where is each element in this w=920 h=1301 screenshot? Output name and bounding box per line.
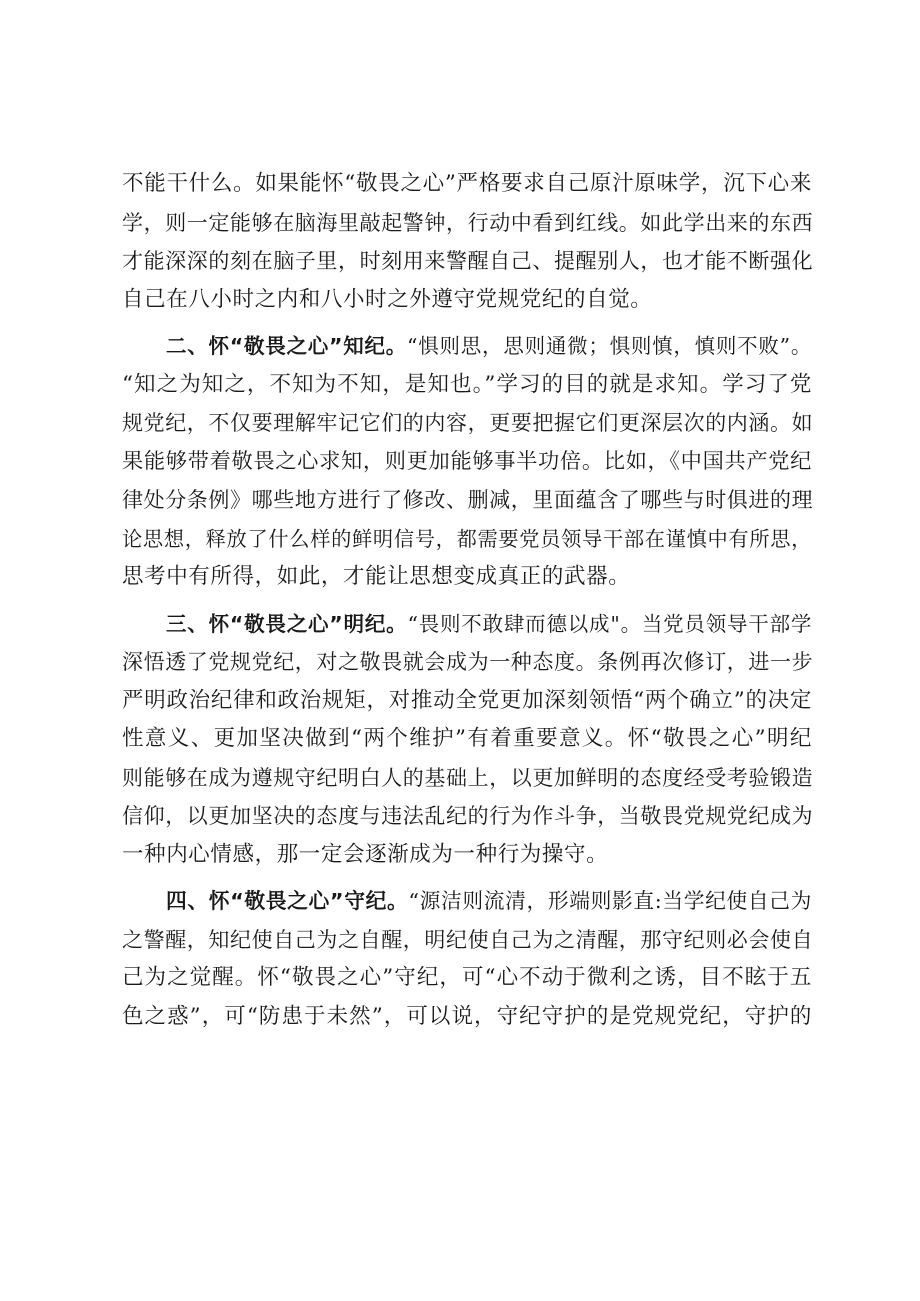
text-line: 论思想，释放了什么样的鲜明信号，都需要党员领导干部在谨慎中有所思， bbox=[122, 526, 812, 551]
text-line: 严明政治纪律和政治规矩，对推动全党更加深刻领悟“两个确立”的决定 bbox=[122, 687, 812, 713]
text-fragment: “惧则思，思则通微；惧则慎，慎则不败”。 bbox=[407, 334, 812, 358]
document-body bbox=[122, 165, 812, 1036]
text-line: 一种内心情感，那一定会逐渐成为一种行为操守。 bbox=[122, 841, 609, 867]
paragraph-continuation bbox=[122, 165, 812, 319]
paragraph-know-discipline bbox=[122, 327, 812, 597]
paragraph-keep-discipline bbox=[122, 882, 812, 1036]
text-line: 之警醒，知纪使自己为之自醒，明纪使自己为之清醒，那守纪则必会使自 bbox=[122, 927, 814, 952]
text-line: 深悟透了党规党纪，对之敬畏就会成为一种态度。条例再次修订，进一步 bbox=[122, 650, 814, 674]
text-line: 思考中有所得，如此，才能让思想变成真正的武器。 bbox=[122, 564, 631, 589]
paragraph-first-line bbox=[122, 605, 812, 644]
paragraph-first-line bbox=[122, 327, 812, 366]
text-line: 则能够在成为遵规守纪明白人的基础上，以更加鲜明的态度经受考验锻造 bbox=[122, 765, 814, 790]
text-line: 律处分条例》哪些地方进行了修改、删减，里面蕴含了哪些与时俱进的理 bbox=[122, 488, 814, 512]
text-line: 学，则一定能够在脑海里敲起警钟，行动中看到红线。如此学出来的东西 bbox=[122, 210, 814, 235]
text-line: 规党纪，不仅要理解牢记它们的内容，更要把握它们更深层次的内涵。如 bbox=[122, 411, 814, 435]
text-line: 性意义、更加坚决做到“两个维护”有着重要意义。怀“敬畏之心”明纪 bbox=[122, 726, 812, 751]
text-line: “知之为知之，不知为不知，是知也。”学习的目的就是求知。学习了党 bbox=[122, 371, 812, 397]
text-line: 色之惑”，可“防患于未然”，可以说，守纪守护的是党规党纪，守护的 bbox=[122, 1003, 812, 1029]
text-line: 自己在八小时之内和八小时之外遵守党规党纪的自觉。 bbox=[122, 286, 653, 312]
section-heading: 四、怀“敬畏之心”守纪。 bbox=[166, 889, 409, 913]
section-heading: 二、怀“敬畏之心”知纪。 bbox=[166, 334, 408, 358]
text-line: 信仰，以更加坚决的态度与违法乱纪的行为作斗争，当敬畏党规党纪成为 bbox=[122, 804, 814, 828]
text-line: 不能干什么。如果能怀“敬畏之心”严格要求自己原汁原味学，沉下心来 bbox=[122, 171, 812, 196]
text-fragment: “畏则不敢肆而德以成"。当党员领导干部学 bbox=[407, 611, 812, 636]
text-line: 果能够带着敬畏之心求知，则更加能够事半功倍。比如，《中国共产党纪 bbox=[122, 448, 812, 474]
paragraph-first-line bbox=[122, 882, 812, 921]
section-heading: 三、怀“敬畏之心”明纪。 bbox=[166, 611, 408, 636]
text-line: 己为之觉醒。怀“敬畏之心”守纪，可“心不动于微利之诱，目不眩于五 bbox=[122, 965, 812, 990]
paragraph-understand-discipline bbox=[122, 605, 812, 875]
text-fragment: “源洁则流清，形端则影直:当学纪使自己为 bbox=[408, 889, 812, 913]
text-line: 才能深深的刻在脑子里，时刻用来警醒自己、提醒别人，也才能不断强化 bbox=[122, 249, 814, 273]
